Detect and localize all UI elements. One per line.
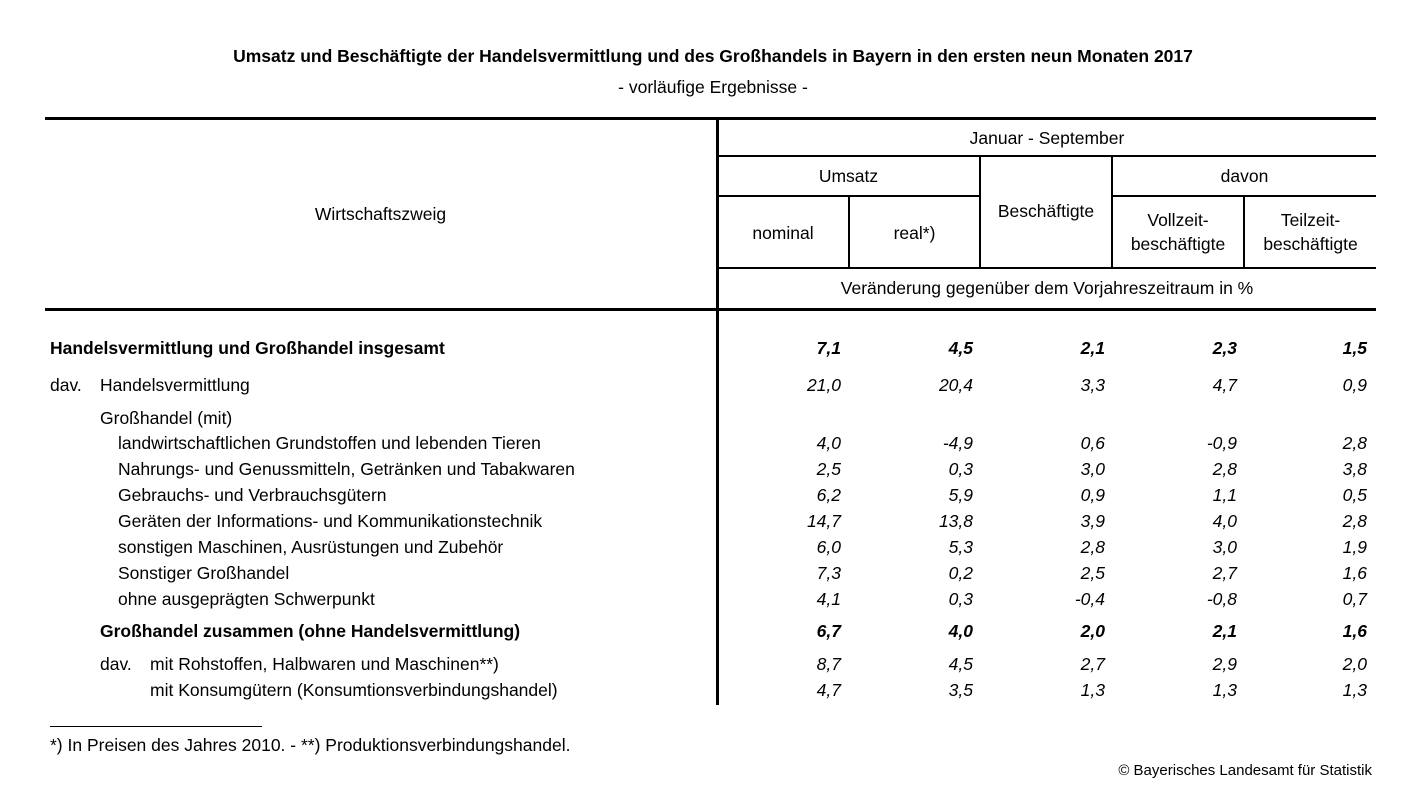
value-nominal: 21,0	[806, 375, 841, 395]
umsatz-header: Umsatz	[818, 166, 879, 186]
value-teilzeit: 0,9	[1342, 375, 1367, 395]
vollzeit-header-line1: Vollzeit-	[1147, 210, 1209, 230]
table-row	[0, 408, 1426, 434]
table-row	[0, 485, 1426, 511]
value-teilzeit: 2,8	[1342, 433, 1367, 453]
table-row	[0, 654, 1426, 680]
value-teilzeit: 1,6	[1342, 563, 1367, 583]
value-real: -4,9	[942, 433, 973, 453]
value-vollzeit: 1,3	[1212, 680, 1237, 700]
row-label: sonstigen Maschinen, Ausrüstungen und Zubehör	[118, 537, 504, 557]
value-real: 13,8	[938, 511, 973, 531]
value-vollzeit: 2,3	[1212, 338, 1237, 358]
value-real: 0,2	[948, 563, 973, 583]
real-header: real*)	[893, 223, 936, 243]
value-teilzeit: 1,5	[1342, 338, 1367, 358]
value-nominal: 14,7	[806, 511, 841, 531]
value-beschaeftigte: 2,5	[1080, 563, 1105, 583]
row-label: Sonstiger Großhandel	[118, 563, 290, 583]
stub-header: Wirtschaftszweig	[314, 204, 447, 224]
value-vollzeit: 4,0	[1212, 511, 1237, 531]
vollzeit-header	[1113, 208, 1243, 256]
footnote: *) In Preisen des Jahres 2010. - **) Produktionsverbindungshandel.	[50, 735, 571, 755]
table-row	[0, 680, 1426, 706]
value-beschaeftigte: 0,6	[1080, 433, 1105, 453]
row-label: Großhandel zusammen (ohne Handelsvermittlung)	[100, 621, 521, 641]
value-real: 4,0	[948, 621, 973, 641]
value-beschaeftigte: 0,9	[1080, 485, 1105, 505]
value-nominal: 7,1	[816, 338, 841, 358]
table-row	[0, 537, 1426, 563]
value-real: 5,3	[948, 537, 973, 557]
value-beschaeftigte: -0,4	[1074, 589, 1105, 609]
row-label: landwirtschaftlichen Grundstoffen und lebenden Tieren	[118, 433, 541, 453]
header-rule-period	[717, 155, 1376, 157]
vollzeit-header-line2: beschäftigte	[1130, 234, 1226, 254]
row-prefix: dav.	[50, 375, 82, 395]
table-row	[0, 511, 1426, 537]
value-vollzeit: 1,1	[1212, 485, 1237, 505]
value-nominal: 6,0	[816, 537, 841, 557]
value-vollzeit: 2,9	[1212, 654, 1237, 674]
table-row	[0, 563, 1426, 589]
value-vollzeit: -0,8	[1206, 589, 1237, 609]
value-beschaeftigte: 3,3	[1080, 375, 1105, 395]
value-real: 3,5	[948, 680, 973, 700]
table-top-rule	[45, 117, 1376, 120]
value-teilzeit: 0,5	[1342, 485, 1367, 505]
value-real: 5,9	[948, 485, 973, 505]
table-row	[0, 459, 1426, 485]
table-title: Umsatz und Beschäftigte der Handelsvermittlung und des Großhandels in Bayern in den ersten neun Monaten 2017	[233, 46, 1193, 66]
header-rule-columns	[717, 267, 1376, 269]
value-beschaeftigte: 2,7	[1080, 654, 1105, 674]
value-real: 4,5	[948, 654, 973, 674]
value-real: 4,5	[948, 338, 973, 358]
value-beschaeftigte: 2,1	[1080, 338, 1105, 358]
value-teilzeit: 2,8	[1342, 511, 1367, 531]
table-row	[0, 589, 1426, 615]
value-vollzeit: 2,7	[1212, 563, 1237, 583]
value-nominal: 2,5	[816, 459, 841, 479]
table-row	[0, 375, 1426, 401]
row-label: Geräten der Informations- und Kommunikationstechnik	[118, 511, 543, 531]
row-label: Großhandel (mit)	[100, 408, 233, 428]
copyright: © Bayerisches Landesamt für Statistik	[1118, 762, 1372, 779]
row-label: mit Rohstoffen, Halbwaren und Maschinen**)	[150, 654, 499, 674]
row-label: Nahrungs- und Genussmitteln, Getränken und Tabakwaren	[118, 459, 575, 479]
value-vollzeit: 2,8	[1212, 459, 1237, 479]
teilzeit-header-line2: beschäftigte	[1263, 234, 1358, 254]
value-vollzeit: 4,7	[1212, 375, 1237, 395]
row-label: ohne ausgeprägten Schwerpunkt	[118, 589, 375, 609]
period-header: Januar - September	[969, 128, 1125, 148]
value-teilzeit: 3,8	[1342, 459, 1367, 479]
value-nominal: 6,2	[816, 485, 841, 505]
teilzeit-header-line1: Teilzeit-	[1280, 210, 1341, 230]
value-nominal: 7,3	[816, 563, 841, 583]
beschaeftigte-header: Beschäftigte	[997, 201, 1095, 221]
value-beschaeftigte: 2,8	[1080, 537, 1105, 557]
value-vollzeit: 2,1	[1212, 621, 1237, 641]
value-teilzeit: 1,9	[1342, 537, 1367, 557]
table-row	[0, 338, 1426, 364]
value-nominal: 4,7	[816, 680, 841, 700]
table-subtitle: - vorläufige Ergebnisse -	[618, 77, 808, 97]
nominal-header: nominal	[752, 223, 814, 243]
value-vollzeit: 3,0	[1212, 537, 1237, 557]
table-row	[0, 433, 1426, 459]
value-beschaeftigte: 3,0	[1080, 459, 1105, 479]
value-teilzeit: 1,6	[1342, 621, 1367, 641]
header-bottom-rule	[45, 308, 1376, 311]
unit-header: Veränderung gegenüber dem Vorjahreszeitraum in %	[840, 278, 1254, 298]
table-row	[0, 621, 1426, 647]
teilzeit-header	[1245, 208, 1376, 256]
row-label: Handelsvermittlung und Großhandel insgesamt	[50, 338, 445, 358]
footnote-rule	[50, 726, 262, 727]
value-real: 0,3	[948, 459, 973, 479]
value-nominal: 4,1	[816, 589, 841, 609]
value-nominal: 6,7	[816, 621, 841, 641]
row-label: mit Konsumgütern (Konsumtionsverbindungshandel)	[150, 680, 558, 700]
value-beschaeftigte: 1,3	[1080, 680, 1105, 700]
value-teilzeit: 2,0	[1342, 654, 1367, 674]
row-prefix: dav.	[100, 654, 132, 674]
value-real: 0,3	[948, 589, 973, 609]
row-label: Gebrauchs- und Verbrauchsgütern	[118, 485, 387, 505]
value-nominal: 4,0	[816, 433, 841, 453]
row-label: Handelsvermittlung	[100, 375, 250, 395]
davon-header: davon	[1220, 166, 1269, 186]
value-beschaeftigte: 3,9	[1080, 511, 1105, 531]
value-teilzeit: 0,7	[1342, 589, 1367, 609]
value-real: 20,4	[938, 375, 973, 395]
value-teilzeit: 1,3	[1342, 680, 1367, 700]
value-nominal: 8,7	[816, 654, 841, 674]
value-beschaeftigte: 2,0	[1080, 621, 1105, 641]
value-vollzeit: -0,9	[1206, 433, 1237, 453]
